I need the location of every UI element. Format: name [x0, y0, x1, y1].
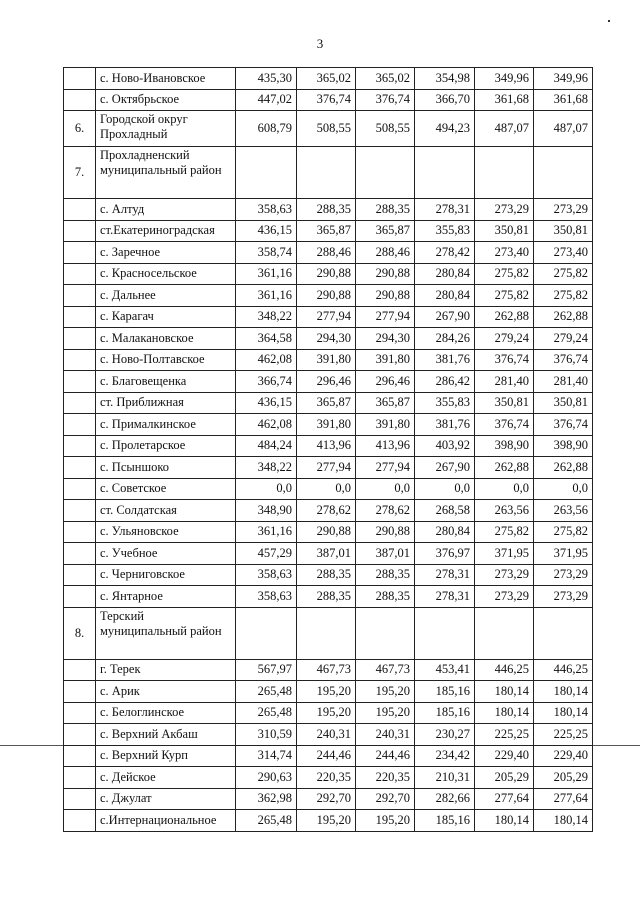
value-cell-1: 0,0 — [236, 478, 297, 500]
value-cell-4: 267,90 — [415, 306, 475, 328]
row-number — [64, 371, 96, 393]
value-cell-5: 273,29 — [475, 586, 534, 608]
value-cell-4: 376,97 — [415, 543, 475, 565]
settlement-name: с.Интернациональное — [96, 810, 236, 832]
settlement-name: с. Учебное — [96, 543, 236, 565]
value-cell-3: 288,35 — [356, 199, 415, 221]
value-cell-3: 391,80 — [356, 414, 415, 436]
settlement-name: с. Дейское — [96, 767, 236, 789]
value-cell-1: 265,48 — [236, 681, 297, 703]
value-cell-3: 467,73 — [356, 659, 415, 681]
value-cell-3: 195,20 — [356, 702, 415, 724]
value-cell-2: 195,20 — [297, 681, 356, 703]
value-cell-5: 275,82 — [475, 285, 534, 307]
value-cell-3: 244,46 — [356, 745, 415, 767]
value-cell-4: 280,84 — [415, 263, 475, 285]
row-number — [64, 435, 96, 457]
value-cell-2: 391,80 — [297, 414, 356, 436]
value-cell-5: 398,90 — [475, 435, 534, 457]
settlement-name: с. Пролетарское — [96, 435, 236, 457]
value-cell-1: 361,16 — [236, 521, 297, 543]
value-cell-2: 296,46 — [297, 371, 356, 393]
value-cell-6: 180,14 — [534, 681, 593, 703]
value-cell-2: 365,02 — [297, 68, 356, 90]
value-cell-3: 288,35 — [356, 586, 415, 608]
value-cell-5: 277,64 — [475, 788, 534, 810]
row-number — [64, 306, 96, 328]
value-cell-3: 365,87 — [356, 392, 415, 414]
value-cell-3: 290,88 — [356, 285, 415, 307]
value-cell-5: 273,29 — [475, 564, 534, 586]
value-cell-3: 294,30 — [356, 328, 415, 350]
value-cell-6: 205,29 — [534, 767, 593, 789]
row-number — [64, 478, 96, 500]
value-cell-5: 229,40 — [475, 745, 534, 767]
table-row — [64, 414, 593, 436]
value-cell-4: 210,31 — [415, 767, 475, 789]
value-cell-6: 275,82 — [534, 521, 593, 543]
table-row — [64, 392, 593, 414]
value-cell-2: 277,94 — [297, 457, 356, 479]
row-number: 7. — [64, 147, 96, 199]
value-cell-3: 240,31 — [356, 724, 415, 746]
value-cell-6: 0,0 — [534, 478, 593, 500]
value-cell-4: 268,58 — [415, 500, 475, 522]
value-cell-6: 262,88 — [534, 457, 593, 479]
value-cell-2: 391,80 — [297, 349, 356, 371]
settlement-name: ст. Приближная — [96, 392, 236, 414]
settlement-name: ст. Солдатская — [96, 500, 236, 522]
value-cell-5: 376,74 — [475, 414, 534, 436]
value-cell-4: 286,42 — [415, 371, 475, 393]
value-cell-6: 273,29 — [534, 586, 593, 608]
value-cell-1: 358,63 — [236, 586, 297, 608]
value-cell-5 — [475, 147, 534, 199]
value-cell-3: 387,01 — [356, 543, 415, 565]
settlement-name: с. Джулат — [96, 788, 236, 810]
value-cell-2: 290,88 — [297, 521, 356, 543]
value-cell-3: 413,96 — [356, 435, 415, 457]
value-cell-4: 185,16 — [415, 681, 475, 703]
value-cell-4: 230,27 — [415, 724, 475, 746]
row-number — [64, 89, 96, 111]
value-cell-3: 277,94 — [356, 457, 415, 479]
table-row — [64, 68, 593, 90]
value-cell-5: 361,68 — [475, 89, 534, 111]
value-cell-5: 180,14 — [475, 702, 534, 724]
value-cell-3: 391,80 — [356, 349, 415, 371]
table-row — [64, 89, 593, 111]
value-cell-6: 262,88 — [534, 306, 593, 328]
value-cell-6: 273,29 — [534, 564, 593, 586]
settlement-name: с. Янтарное — [96, 586, 236, 608]
table-row — [64, 111, 593, 147]
value-cell-4: 355,83 — [415, 392, 475, 414]
value-cell-3: 365,87 — [356, 220, 415, 242]
settlement-name: Прохладненский муниципальный район — [96, 147, 236, 199]
settlement-name: с. Прималкинское — [96, 414, 236, 436]
value-cell-1: 362,98 — [236, 788, 297, 810]
settlement-name: с. Черниговское — [96, 564, 236, 586]
row-number — [64, 285, 96, 307]
value-cell-2: 376,74 — [297, 89, 356, 111]
value-cell-3 — [356, 147, 415, 199]
value-cell-2: 365,87 — [297, 392, 356, 414]
settlement-name: г. Терек — [96, 659, 236, 681]
row-number — [64, 328, 96, 350]
table-row — [64, 745, 593, 767]
settlement-name: с. Псыншоко — [96, 457, 236, 479]
value-cell-1: 436,15 — [236, 392, 297, 414]
value-cell-2: 294,30 — [297, 328, 356, 350]
row-number: 8. — [64, 607, 96, 659]
settlement-name: с. Малакановское — [96, 328, 236, 350]
table-row — [64, 306, 593, 328]
value-cell-1: 462,08 — [236, 349, 297, 371]
table-row — [64, 242, 593, 264]
value-cell-1: 361,16 — [236, 263, 297, 285]
row-number — [64, 414, 96, 436]
settlement-name: с. Алтуд — [96, 199, 236, 221]
value-cell-5: 262,88 — [475, 457, 534, 479]
value-cell-3: 365,02 — [356, 68, 415, 90]
table-row — [64, 810, 593, 832]
table-row — [64, 220, 593, 242]
page-number: 3 — [316, 36, 324, 51]
settlement-name: с. Верхний Курп — [96, 745, 236, 767]
row-number: 6. — [64, 111, 96, 147]
row-number — [64, 724, 96, 746]
table-row — [64, 328, 593, 350]
value-cell-1: 435,30 — [236, 68, 297, 90]
value-cell-5: 0,0 — [475, 478, 534, 500]
row-number — [64, 392, 96, 414]
value-cell-1: 265,48 — [236, 702, 297, 724]
value-cell-2: 278,62 — [297, 500, 356, 522]
value-cell-1: 358,63 — [236, 564, 297, 586]
value-cell-4: 278,42 — [415, 242, 475, 264]
value-cell-2: 288,46 — [297, 242, 356, 264]
table-row — [64, 263, 593, 285]
value-cell-2: 292,70 — [297, 788, 356, 810]
value-cell-2: 244,46 — [297, 745, 356, 767]
value-cell-5: 350,81 — [475, 392, 534, 414]
value-cell-3: 278,62 — [356, 500, 415, 522]
value-cell-5: 225,25 — [475, 724, 534, 746]
settlement-name: ст.Екатериноградская — [96, 220, 236, 242]
row-number — [64, 349, 96, 371]
row-number — [64, 788, 96, 810]
table-row — [64, 521, 593, 543]
value-cell-5: 275,82 — [475, 521, 534, 543]
value-cell-1: 314,74 — [236, 745, 297, 767]
value-cell-2: 0,0 — [297, 478, 356, 500]
value-cell-4 — [415, 147, 475, 199]
settlement-name: с. Дальнее — [96, 285, 236, 307]
value-cell-3: 290,88 — [356, 263, 415, 285]
value-cell-5: 376,74 — [475, 349, 534, 371]
settlement-name: Терский муниципальный район — [96, 607, 236, 659]
value-cell-1: 484,24 — [236, 435, 297, 457]
value-cell-4: 453,41 — [415, 659, 475, 681]
value-cell-1: 567,97 — [236, 659, 297, 681]
row-number — [64, 702, 96, 724]
value-cell-6: 361,68 — [534, 89, 593, 111]
settlement-name: Городской округ Прохладный — [96, 111, 236, 147]
row-number — [64, 745, 96, 767]
value-cell-4: 282,66 — [415, 788, 475, 810]
value-cell-4: 403,92 — [415, 435, 475, 457]
value-cell-3: 288,46 — [356, 242, 415, 264]
value-cell-4 — [415, 607, 475, 659]
value-cell-6: 225,25 — [534, 724, 593, 746]
value-cell-1: 348,90 — [236, 500, 297, 522]
value-cell-6: 275,82 — [534, 285, 593, 307]
table-row — [64, 767, 593, 789]
value-cell-6: 229,40 — [534, 745, 593, 767]
value-cell-6: 487,07 — [534, 111, 593, 147]
value-cell-1: 364,58 — [236, 328, 297, 350]
row-number — [64, 457, 96, 479]
value-cell-4: 366,70 — [415, 89, 475, 111]
value-cell-3: 277,94 — [356, 306, 415, 328]
value-cell-1: 447,02 — [236, 89, 297, 111]
value-cell-1: 361,16 — [236, 285, 297, 307]
value-cell-6: 273,29 — [534, 199, 593, 221]
value-cell-5: 279,24 — [475, 328, 534, 350]
table-row — [64, 681, 593, 703]
value-cell-5: 487,07 — [475, 111, 534, 147]
row-number — [64, 199, 96, 221]
value-cell-5: 262,88 — [475, 306, 534, 328]
table-row — [64, 564, 593, 586]
value-cell-3: 195,20 — [356, 681, 415, 703]
value-cell-2: 240,31 — [297, 724, 356, 746]
value-cell-4: 267,90 — [415, 457, 475, 479]
value-cell-1: 436,15 — [236, 220, 297, 242]
value-cell-4: 234,42 — [415, 745, 475, 767]
settlement-name: с. Заречное — [96, 242, 236, 264]
value-cell-5: 349,96 — [475, 68, 534, 90]
settlement-name: с. Ново-Полтавское — [96, 349, 236, 371]
table-row — [64, 724, 593, 746]
value-cell-3: 296,46 — [356, 371, 415, 393]
value-cell-1: 358,63 — [236, 199, 297, 221]
value-cell-2: 467,73 — [297, 659, 356, 681]
value-cell-3: 290,88 — [356, 521, 415, 543]
value-cell-4: 381,76 — [415, 349, 475, 371]
table-row — [64, 457, 593, 479]
value-cell-4: 284,26 — [415, 328, 475, 350]
value-cell-6: 180,14 — [534, 702, 593, 724]
value-cell-6 — [534, 607, 593, 659]
row-number — [64, 521, 96, 543]
value-cell-5: 263,56 — [475, 500, 534, 522]
value-cell-3: 288,35 — [356, 564, 415, 586]
table-row — [64, 543, 593, 565]
value-cell-6: 277,64 — [534, 788, 593, 810]
settlement-name: с. Верхний Акбаш — [96, 724, 236, 746]
table-row — [64, 285, 593, 307]
value-cell-2: 277,94 — [297, 306, 356, 328]
value-cell-6: 350,81 — [534, 392, 593, 414]
settlement-name: с. Благовещенка — [96, 371, 236, 393]
value-cell-1: 366,74 — [236, 371, 297, 393]
value-cell-6: 349,96 — [534, 68, 593, 90]
value-cell-5: 273,40 — [475, 242, 534, 264]
value-cell-4: 280,84 — [415, 285, 475, 307]
table-row — [64, 147, 593, 199]
value-cell-5: 446,25 — [475, 659, 534, 681]
value-cell-1: 462,08 — [236, 414, 297, 436]
row-number — [64, 767, 96, 789]
value-cell-2: 290,88 — [297, 285, 356, 307]
row-number — [64, 810, 96, 832]
value-cell-2: 290,88 — [297, 263, 356, 285]
value-cell-5: 273,29 — [475, 199, 534, 221]
row-number — [64, 263, 96, 285]
value-cell-1: 348,22 — [236, 306, 297, 328]
row-number — [64, 564, 96, 586]
value-cell-6: 398,90 — [534, 435, 593, 457]
value-cell-1: 290,63 — [236, 767, 297, 789]
table-row — [64, 371, 593, 393]
row-number — [64, 659, 96, 681]
value-cell-3: 220,35 — [356, 767, 415, 789]
value-cell-2 — [297, 607, 356, 659]
value-cell-6: 376,74 — [534, 414, 593, 436]
value-cell-5: 281,40 — [475, 371, 534, 393]
value-cell-5: 371,95 — [475, 543, 534, 565]
settlement-name: с. Карагач — [96, 306, 236, 328]
value-cell-3: 195,20 — [356, 810, 415, 832]
value-cell-6: 273,40 — [534, 242, 593, 264]
row-number — [64, 500, 96, 522]
value-cell-3: 508,55 — [356, 111, 415, 147]
value-cell-2: 288,35 — [297, 564, 356, 586]
value-cell-6: 263,56 — [534, 500, 593, 522]
table-row — [64, 788, 593, 810]
value-cell-5: 275,82 — [475, 263, 534, 285]
settlement-name: с. Белоглинское — [96, 702, 236, 724]
row-number — [64, 586, 96, 608]
table-row — [64, 500, 593, 522]
value-cell-5: 205,29 — [475, 767, 534, 789]
table-row — [64, 435, 593, 457]
settlement-name: с. Октябрьское — [96, 89, 236, 111]
value-cell-6: 279,24 — [534, 328, 593, 350]
value-cell-6: 350,81 — [534, 220, 593, 242]
value-cell-5: 350,81 — [475, 220, 534, 242]
value-cell-5 — [475, 607, 534, 659]
value-cell-4: 185,16 — [415, 702, 475, 724]
settlement-name: с. Красносельское — [96, 263, 236, 285]
value-cell-1: 265,48 — [236, 810, 297, 832]
value-cell-1 — [236, 147, 297, 199]
value-cell-3: 376,74 — [356, 89, 415, 111]
value-cell-3 — [356, 607, 415, 659]
value-cell-4: 355,83 — [415, 220, 475, 242]
scan-speck — [608, 20, 610, 22]
value-cell-6: 446,25 — [534, 659, 593, 681]
value-cell-3: 292,70 — [356, 788, 415, 810]
table-row — [64, 349, 593, 371]
row-number — [64, 242, 96, 264]
value-cell-1 — [236, 607, 297, 659]
row-number — [64, 68, 96, 90]
value-cell-5: 180,14 — [475, 810, 534, 832]
value-cell-2: 195,20 — [297, 810, 356, 832]
table-row — [64, 478, 593, 500]
value-cell-2: 365,87 — [297, 220, 356, 242]
table-row — [64, 586, 593, 608]
value-cell-2: 288,35 — [297, 199, 356, 221]
value-cell-4: 278,31 — [415, 199, 475, 221]
row-number — [64, 543, 96, 565]
value-cell-3: 0,0 — [356, 478, 415, 500]
table-row — [64, 659, 593, 681]
value-cell-6: 371,95 — [534, 543, 593, 565]
value-cell-4: 278,31 — [415, 564, 475, 586]
settlement-name: с. Ульяновское — [96, 521, 236, 543]
value-cell-2 — [297, 147, 356, 199]
table-body — [64, 68, 593, 832]
tariff-table — [63, 67, 593, 832]
value-cell-4: 280,84 — [415, 521, 475, 543]
value-cell-6: 376,74 — [534, 349, 593, 371]
value-cell-4: 494,23 — [415, 111, 475, 147]
value-cell-6 — [534, 147, 593, 199]
value-cell-1: 457,29 — [236, 543, 297, 565]
settlement-name: с. Советское — [96, 478, 236, 500]
value-cell-2: 413,96 — [297, 435, 356, 457]
row-number — [64, 681, 96, 703]
table-row — [64, 702, 593, 724]
settlement-name: с. Арик — [96, 681, 236, 703]
value-cell-6: 281,40 — [534, 371, 593, 393]
value-cell-6: 275,82 — [534, 263, 593, 285]
value-cell-5: 180,14 — [475, 681, 534, 703]
value-cell-1: 608,79 — [236, 111, 297, 147]
value-cell-4: 381,76 — [415, 414, 475, 436]
table-row — [64, 199, 593, 221]
table-row — [64, 607, 593, 659]
value-cell-2: 220,35 — [297, 767, 356, 789]
value-cell-2: 508,55 — [297, 111, 356, 147]
row-number — [64, 220, 96, 242]
value-cell-2: 195,20 — [297, 702, 356, 724]
value-cell-1: 310,59 — [236, 724, 297, 746]
settlement-name: с. Ново-Ивановское — [96, 68, 236, 90]
value-cell-1: 348,22 — [236, 457, 297, 479]
value-cell-1: 358,74 — [236, 242, 297, 264]
value-cell-2: 288,35 — [297, 586, 356, 608]
value-cell-4: 278,31 — [415, 586, 475, 608]
value-cell-6: 180,14 — [534, 810, 593, 832]
value-cell-2: 387,01 — [297, 543, 356, 565]
value-cell-4: 185,16 — [415, 810, 475, 832]
value-cell-4: 0,0 — [415, 478, 475, 500]
value-cell-4: 354,98 — [415, 68, 475, 90]
